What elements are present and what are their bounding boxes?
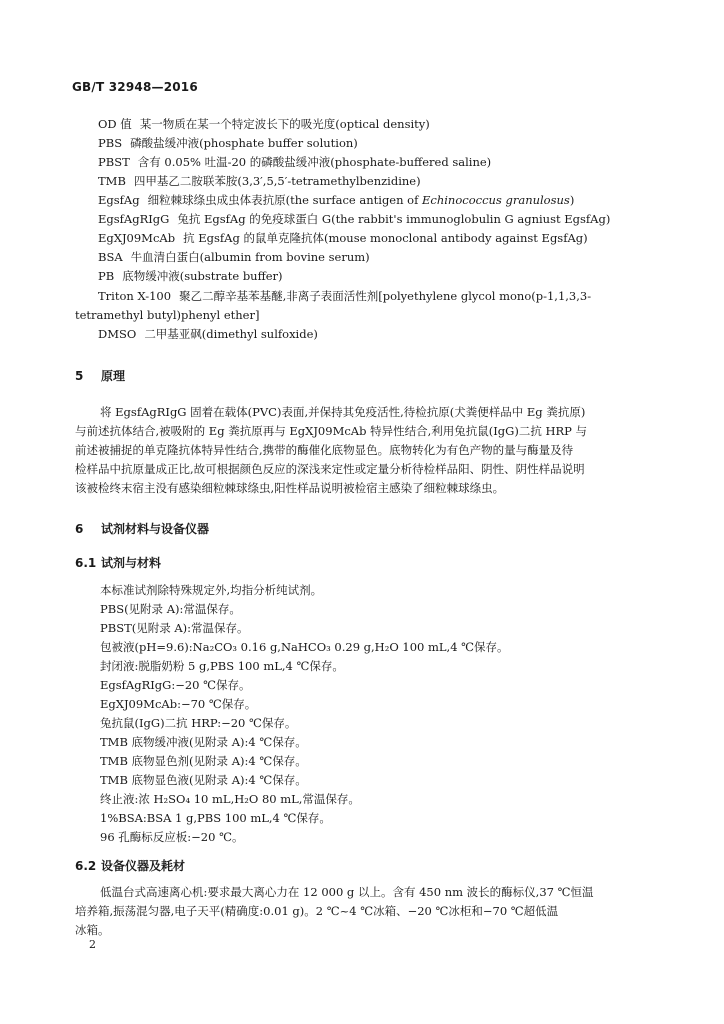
section-title: 原理 — [101, 369, 126, 383]
section-number: 6 — [75, 522, 84, 536]
reagent-item: 96 孔酶标反应板:−20 ℃。 — [100, 830, 244, 844]
abbreviation-item — [98, 135, 358, 151]
abbreviation-item — [98, 154, 491, 170]
reagent-item: PBST(见附录 A):常温保存。 — [100, 621, 249, 635]
reagent-item: 封闭液:脱脂奶粉 5 g,PBS 100 mL,4 ℃保存。 — [100, 659, 344, 673]
abbreviation-item — [98, 173, 421, 189]
section-title: 试剂与材料 — [101, 556, 162, 570]
paragraph-line: 将 EgsfAgRIgG 固着在载体(PVC)表面,并保持其免疫活性,待检抗原(犬粪便样品中 Eg 粪抗原) — [100, 405, 586, 419]
reagent-item: TMB 底物显色剂(见附录 A):4 ℃保存。 — [100, 754, 307, 768]
abbreviation-desc: 二甲基亚砜(dimethyl sulfoxide) — [144, 327, 318, 341]
reagent-item: PBS(见附录 A):常温保存。 — [100, 602, 241, 616]
abbreviation-term: PB — [98, 269, 115, 283]
abbreviation-desc: 磷酸盐缓冲液(phosphate buffer solution) — [130, 136, 358, 150]
paragraph-line: 低温台式高速离心机:要求最大离心力在 12 000 g 以上。含有 450 nm 波长的酶标仪,37 ℃恒温 — [100, 885, 594, 899]
abbreviation-desc-italic: Echinococcus granulosus — [422, 193, 570, 207]
abbreviation-item — [98, 326, 318, 342]
reagent-item: EgXJ09McAb:−70 ℃保存。 — [100, 697, 257, 711]
section-6-heading — [75, 520, 209, 537]
paragraph-line: 检样品中抗原量成正比,故可根据颜色反应的深浅来定性或定量分析待检样品阳、阴性、阴性样品说明 — [75, 462, 585, 476]
abbreviation-desc: 聚乙二醇辛基苯基醚,非离子表面活性剂[polyethylene glycol mono(p-1,1,3,3- — [179, 289, 592, 303]
section-5-heading — [75, 367, 125, 384]
section-number: 5 — [75, 369, 84, 383]
abbreviation-term: EgsfAgRIgG — [98, 212, 170, 226]
abbreviation-desc: 抗 EgsfAg 的鼠单克隆抗体(mouse monoclonal antibody against EgsfAg) — [183, 231, 588, 245]
abbreviation-desc-end: ) — [569, 193, 575, 207]
section-6-1-heading — [75, 554, 161, 571]
section-title: 试剂材料与设备仪器 — [101, 522, 210, 536]
abbreviation-term: EgsfAg — [98, 193, 140, 207]
abbreviation-desc: 含有 0.05% 吐温-20 的磷酸盐缓冲液(phosphate-buffered saline) — [137, 155, 492, 169]
reagent-item: 兔抗鼠(IgG)二抗 HRP:−20 ℃保存。 — [100, 716, 297, 730]
standard-number: GB/T 32948—2016 — [72, 80, 198, 94]
abbreviation-term: OD 值 — [98, 117, 132, 131]
abbreviation-term: PBS — [98, 136, 123, 150]
abbreviation-term: DMSO — [98, 327, 137, 341]
abbreviation-continuation: tetramethyl butyl)phenyl ether] — [75, 308, 260, 322]
abbreviation-item — [98, 249, 370, 265]
paragraph-line: 培养箱,振荡混匀器,电子天平(精确度:0.01 g)。2 ℃~4 ℃冰箱、−20 ℃冰柜和−70 ℃超低温 — [75, 904, 559, 918]
abbreviation-desc: 某一物质在某一个特定波长下的吸光度(optical density) — [139, 117, 430, 131]
paragraph-line: 与前述抗体结合,被吸附的 Eg 粪抗原再与 EgXJ09McAb 特异性结合,利用兔抗鼠(IgG)二抗 HRP 与 — [75, 424, 588, 438]
paragraph-line: 前述被捕捉的单克隆抗体特异性结合,携带的酶催化底物显色。底物转化为有色产物的量与酶量及待 — [75, 443, 574, 457]
reagent-item: 终止液:浓 H₂SO₄ 10 mL,H₂O 80 mL,常温保存。 — [100, 792, 360, 806]
paragraph-line: 该被检终末宿主没有感染细粒棘球绦虫,阳性样品说明被检宿主感染了细粒棘球绦虫。 — [75, 481, 505, 495]
abbreviation-desc: 四甲基乙二胺联苯胺(3,3′,5,5′-tetramethylbenzidine) — [133, 174, 421, 188]
abbreviation-desc: 牛血清白蛋白(albumin from bovine serum) — [130, 250, 370, 264]
abbreviation-desc: 底物缓冲液(substrate buffer) — [122, 269, 283, 283]
abbreviation-item — [98, 268, 283, 284]
reagent-item: 包被液(pH=9.6):Na₂CO₃ 0.16 g,NaHCO₃ 0.29 g,H₂O 100 mL,4 ℃保存。 — [100, 640, 509, 654]
reagent-item: TMB 底物显色液(见附录 A):4 ℃保存。 — [100, 773, 307, 787]
reagent-item: EgsfAgRIgG:−20 ℃保存。 — [100, 678, 251, 692]
abbreviation-term: EgXJ09McAb — [98, 231, 176, 245]
section-number: 6.2 — [75, 859, 97, 873]
section-number: 6.1 — [75, 556, 97, 570]
paragraph-line: 冰箱。 — [75, 923, 110, 937]
abbreviation-item — [98, 288, 591, 304]
abbreviation-term: TMB — [98, 174, 126, 188]
abbreviation-item — [98, 116, 430, 132]
abbreviation-desc: 兔抗 EgsfAg 的免疫球蛋白 G(the rabbit's immunoglobulin G agniust EgsfAg) — [177, 212, 611, 226]
reagent-item: 1%BSA:BSA 1 g,PBS 100 mL,4 ℃保存。 — [100, 811, 331, 825]
abbreviation-term: Triton X-100 — [98, 289, 172, 303]
abbreviation-term: BSA — [98, 250, 123, 264]
abbreviation-item — [98, 192, 574, 208]
section-title: 设备仪器及耗材 — [101, 859, 186, 873]
abbreviation-desc: 细粒棘球绦虫成虫体表抗原(the surface antigen of — [147, 193, 423, 207]
reagent-item: TMB 底物缓冲液(见附录 A):4 ℃保存。 — [100, 735, 307, 749]
page-number: 2 — [89, 938, 96, 951]
abbreviation-item — [98, 230, 588, 246]
section-6-2-heading — [75, 857, 185, 874]
abbreviation-term: PBST — [98, 155, 130, 169]
abbreviation-item — [98, 211, 610, 227]
reagent-item: 本标准试剂除特殊规定外,均指分析纯试剂。 — [100, 583, 323, 597]
